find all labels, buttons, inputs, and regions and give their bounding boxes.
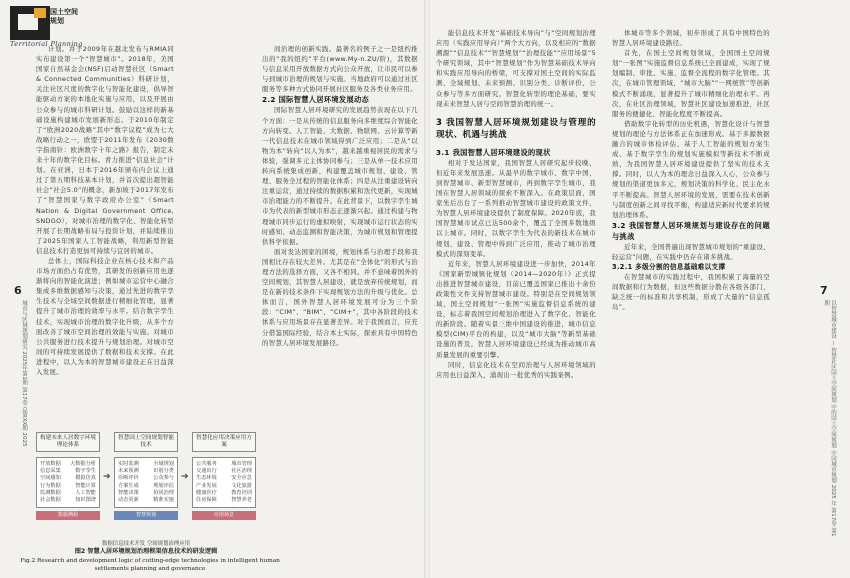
figure-item: 监测数据: [40, 489, 61, 496]
figure-item-box: [36, 457, 100, 508]
figure-item: 空间感知: [40, 475, 61, 482]
figure-item: 方案生成: [118, 482, 139, 489]
figure-item: 协同治理: [153, 489, 174, 496]
figure-item: 动态更新: [118, 497, 139, 504]
figure-strip: 智慧规划: [114, 511, 178, 520]
paragraph: 近年来，全国普遍出现智慧城市规划的“重建设、轻运营”问题，在实践中仍存在诸多挑战。: [612, 242, 770, 261]
figure-item-box: [192, 457, 256, 508]
figure-column-application: [192, 432, 256, 520]
paragraph: 间治理的创新实践。最著名的例子之一是纽约推出的“我的纽约”平台(www.My-n.ZU/阶)，其数据与信息采用开放数据方式向公众开放，让市民可以参与到城市治理的规划与实施。当地政府可以通过社区服务等多种方式协同开展社区服务及各类业务应用。: [262, 45, 418, 94]
figure-item: 诊断评价: [118, 475, 139, 482]
figure-column-head: 智慧国土空间规划智能技术: [114, 432, 178, 452]
figure-item: 精准实施: [153, 497, 174, 504]
paragraph: 计划。并于2009年在越北发布与RMIA同实布建设第一个“智慧城市”。2018年，美国国家自然基金会(NSF)启动智慧社区（Smart & Connected Communities）科研计划，关注社区尺度的数字化与智能化建设，倡导智能驱动方案的本地化实施与应用，以及开展由公众参与的城市科研计划。鼓励以这样的新基础设施构建城市发展新形态。于2010年制定了“欧洲2020战略”其中“数字议程”成为七大战略行动之一，欧盟于2011年发布《2030数字指南针：欧洲数字十年之路》报告，制定未来十年的数字化目标。青力推进“信息社会”计划。在亚洲，日本于2016年颁布内会议上通过了第五期科技基本计划，并首次提出超智能社会“社会5.0”的概念，新加坡于2017年发布了“智慧国家与数字政府办公室”（Smart Nation & Digital Government Office, SNDGO），对城市治理的数字化、智能化转型开展了长期战略布局与投资计划，并陆续推出了2025年国家人工智能战略，利用新型智能信息技术打造更加可持续与宜居的城市。: [36, 45, 174, 255]
text-column-2: [262, 44, 418, 564]
text-column-3: [436, 28, 596, 568]
figure-item: 生态环境: [196, 475, 217, 482]
text-column-4: [612, 28, 770, 568]
paragraph: 面对发达国家的困境，规划体系与治理手段和我国相比存在较大差异。尤其是在“全体化”的形式与治理方法的选择方面，又各不相同。并不意味着国外的空间规划，其智慧人居建设，就是放弃传统规划，而是在新的技术条件下实现规划方法的升级与优化。总体而言，国外智慧人居环境发展可分为三个阶段：“CIM”、“BIM”、“CIM+”，其中各阶段的技术体系与应用场景存在显著差异。对于我国而言，应充分借鉴国际经验，结合本土实际，探索具有中国特色的智慧人居环境发展路径。: [262, 247, 418, 347]
journal-logo: [10, 6, 50, 40]
page-number-right: 7: [820, 284, 828, 297]
figure-item: 未来预测: [118, 468, 139, 475]
figure-item: 社区治理: [231, 468, 252, 475]
figure-item: 行为数据: [40, 482, 61, 489]
figure-item: 公共服务: [196, 461, 217, 467]
figure-item: 社会数据: [40, 497, 61, 504]
section-heading-3-1: 3.1 我国智慧人居环境建设的现状: [436, 147, 551, 157]
figure-item: 智能决策: [118, 489, 139, 496]
figure-item: 公众参与: [153, 475, 174, 482]
paragraph: 能信息技术开发“基础技术导向”与“空间规划治理应用（实践应用导向）”两个大方向，以及相应的“数据溯源”“信息技术”“智慧规划”“治理技能”“应用场景”5个研究领域，其中“智慧规划”作为智慧基础技术导向和实践应用导向的桥梁，可支撑对国土空间的实际监测、全域规划、未来预测、识别分类、诊断评价、公众参与等多方面研究。智慧化转型的理论基础，要实现未来智慧人居与空间智慧治理的统一。: [436, 29, 596, 108]
figure-item: 健康医疗: [196, 489, 217, 496]
paragraph: 国际智慧人居环境研究的发展趋势表现在以下几个方面：一是从传统的信息服务向多维度综合智能化方向转变。人工智能、大数据、物联网、云计算等新一代信息技术在城市领域得到广泛应用；二是从“以物为本”转向“以人为本”，越来越重视居民的需求与体验，强调多元主体协同参与；三是从单一技术应用转向系统集成创新，构建覆盖城市规划、建设、管理、服务全过程的智能化体系；四是从注重建设转向注重运营，通过持续的数据积累和迭代更新，实现城市治理能力的不断提升。在此背景下，以数字孪生城市为代表的新型城市形态正逐渐兴起。通过构建与物理城市同步运行的虚拟映射，实现城市运行状态的实时感知、动态监测和智能决策，为城市规划和管理提供科学依据。: [262, 106, 418, 246]
figure-item: 人工智能: [75, 489, 96, 496]
section-heading-3: 3 我国智慧人居环境规划建设与管理的现状、机遇与挑战: [436, 117, 596, 140]
figure-item: 知识图谱: [75, 497, 96, 504]
journal-title: [50, 8, 78, 26]
figure-strip: 数据溯源: [36, 511, 100, 520]
journal-title-line1: 国土空间: [50, 8, 78, 16]
figure-item: 智慧养老: [231, 497, 252, 504]
figure-item: 全域规划: [153, 461, 174, 467]
figure-column-head: 构建未来人居数字环境理论体系: [36, 432, 100, 452]
journal-title-line2: 规划: [50, 17, 64, 25]
figure-column-data: [36, 432, 100, 520]
figure-column-planning: [114, 432, 178, 520]
figure-column-head: 智慧化应用决策应用方案: [192, 432, 256, 452]
figure-item: 教育培训: [231, 489, 252, 496]
paragraph: 近年来，智慧人居环境建设进一步加快，2014年《国家新型城镇化规划（2014—2020年）》正式提出推进智慧城市建设，目前已覆盖国家已推出十余份政策性文件支持智慧城市建设。特别是在空间规划领域，国土空间规划“一张图”实施监督信息系统的建设，标志着我国空间规划治理进入了数字化、智能化的新阶段。随着实景三维中国建设的推进，城市信息模型(CIM)平台的构建，以及“城市大脑”等新型基础设施的普及，智慧人居环境建设已经成为推动城市高质量发展的重要引擎。: [436, 259, 596, 359]
figure-item: 信息采集: [40, 468, 61, 475]
right-side-text: 以智慧城市建设 — 智慧社区国土空间规划 中的国土空间规划 中国城市规划 2025 年 第17卷 第1期: [823, 300, 836, 537]
figure-item: 规划评估: [153, 482, 174, 489]
figure-item: 文化旅游: [231, 482, 252, 489]
paragraph: 首先，在国土空间规划领域，全国国土空间规划“一张图”实施监督信息系统已全面建成，实现了规划编制、审批、实施、监督全流程的数字化管理。其次，在城市管理领域，“城市大脑”“一网统管”等创新模式不断涌现，显著提升了城市精细化治理水平。再次，在社区治理领域，智慧社区建设加速推进，社区服务的便捷化、智能化程度不断提高。: [612, 49, 770, 118]
paragraph: 体城市等多个领域，初步形成了具有中国特色的智慧人居环境建设路径。: [612, 29, 770, 48]
figure-item-box: [114, 457, 178, 508]
paragraph: 同时，信息化技术在空间治理与人居环境领域的应用也日益深入，涌现出一批优秀的实践案例。: [436, 360, 596, 379]
left-side-text: 城市与区域规划研究 2025年第1期 第17卷 总第XX期 2025: [21, 300, 27, 447]
figure-strip: 应用场景: [192, 511, 256, 520]
paragraph: 在智慧城市的实践过程中，我国积累了海量的空间数据和行为数据，但这些数据分散在各级各部门，缺乏统一的标准和共享机制，形成了大量的“信息孤岛”。: [612, 272, 770, 312]
figure-item: 城市管理: [231, 461, 252, 467]
figure-caption-en: Fig.2 Research and development logic of cutting-edge technologies in intelligent human settlements planning and governance: [20, 558, 280, 572]
figure-footer: 数据信息技术开发 空间规划治理应用: [102, 541, 190, 547]
paragraph: 相对于发达国家，我国智慧人居研究起步较晚，但近年来发展迅速。从最早的数字城市、数字中国，到智慧城市、新型智慧城市，再到数字孪生城市，我国在智慧人居领域的探索不断深入。在政策层面，国家先后出台了一系列推动智慧城市建设的政策文件，为智慧人居环境建设提供了制度保障。2020年底，我国智慧城市试点已达500余个，覆盖了全国多数地级以上城市。同时，以数字孪生为代表的新技术在城市规划、建设、管理中得到广泛应用，推动了城市治理模式的深刻变革。: [436, 158, 596, 258]
figure-item: 数字孪生: [75, 468, 96, 475]
page-gutter: [424, 0, 430, 578]
paragraph: 借助数字化转型的历史机遇，智慧化设计与智慧规划的理论与方法体系正在加速形成。基于多源数据融合的城市体检评估、基于人工智能的规划方案生成、基于数字孪生的规划实施模拟等新技术不断成熟，为我国智慧人居环境建设提供了坚实的技术支撑。同时，以人为本的理念日益深入人心，公众参与规划的渠道更加多元，规划决策的科学化、民主化水平不断提高。智慧人居环境的发展，需要在技术创新与制度创新之间寻找平衡，构建适应新时代要求的规划治理体系。: [612, 119, 770, 219]
text-column-1: [36, 44, 174, 414]
figure-item: 智能计算: [75, 482, 96, 489]
figure-item: 住房保障: [196, 497, 217, 504]
figure-item: 交通出行: [196, 468, 217, 475]
figure-item: 产业发展: [196, 482, 217, 489]
figure-caption-cn: 图2 智慧人居环境规划治理框架信息技术的研发逻辑: [74, 548, 218, 555]
figure-item: 开放数据: [40, 461, 61, 467]
section-heading-3-2: 3.2 我国智慧人居环境规划与建设存在的问题与挑战: [612, 220, 770, 241]
arrow-right-icon: ➔: [181, 472, 189, 482]
journal-subtitle-en: Territorial Planning: [10, 40, 83, 48]
figure-2: [36, 432, 256, 550]
figure-item: 识别分类: [153, 468, 174, 475]
arrow-right-icon: ➔: [103, 472, 111, 482]
figure-item: 实时监测: [118, 461, 139, 467]
section-heading-2-2: 2.2 国际智慧人居环境发展动态: [262, 95, 370, 105]
figure-item: 安全应急: [231, 475, 252, 482]
section-heading-3-2-1: 3.2.1 多级分割的信息基础难以支撑: [612, 262, 726, 271]
figure-item: 模拟仿真: [75, 475, 96, 482]
page-number-left: 6: [14, 284, 22, 297]
figure-item: 大数据分析: [70, 461, 96, 467]
paragraph: 总体上，国际科技企业在核心技术和产品市场方面仍占有优势，其研发的创新应用也逐渐将向的智能化演进；例如城市运营中心融合集成多维数据感知与决策，通过先进的数字孪生技术与全域空间数据进行精细化管理，显著提升了城市治理的效率与水平。结合数字孪生技术，实现城市治理的数字化升级，从多个方面改善了城市空间治理的效能与实施。对城市公共服务进行技术提升与规划治理。对城市空间的可持续发展提供了数据和技术支撑。在此进程中，以人为本的智慧城市建设正在日益深入发展。: [36, 256, 174, 376]
